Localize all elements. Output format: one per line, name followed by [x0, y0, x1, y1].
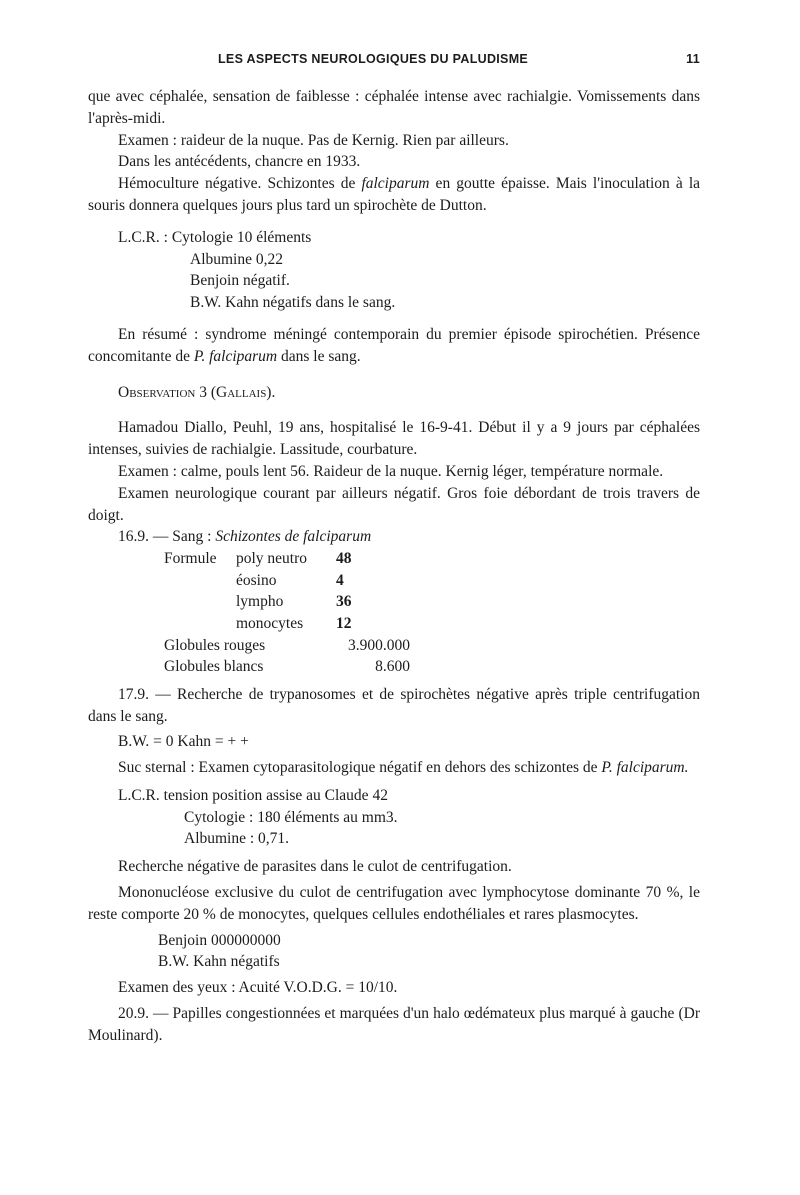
spacer [88, 314, 700, 324]
cell-value: 3.900.000 [348, 636, 410, 654]
paragraph [88, 173, 700, 217]
paragraph: Examen : raideur de la nuque. Pas de Kernig. Rien par ailleurs. [118, 131, 509, 149]
text-run: En résumé : syndrome méningé contemporain du premier épisode spirochétien. Présence concomitante de [88, 325, 700, 365]
globules-table [164, 635, 410, 678]
paragraph: Examen : calme, pouls lent 56. Raideur de la nuque. Kernig léger, température normale. [118, 462, 664, 480]
spacer [88, 403, 700, 417]
paragraph: 17.9. — Recherche de trypanosomes et de spirochètes négative après triple centrifugation dans le sang. [88, 685, 700, 725]
paragraph [88, 324, 700, 368]
cell-name: monocytes [236, 614, 304, 632]
page-number: 11 [686, 52, 700, 66]
lcr-line: Albumine 0,22 [190, 250, 283, 268]
species-name: Schizontes de falciparum [215, 528, 372, 546]
date-entry [88, 526, 700, 548]
cell-value: 4 [336, 571, 344, 589]
lcr-line: Cytologie 10 éléments [171, 228, 312, 246]
table-row [164, 548, 416, 570]
lcr-line: Cytologie : 180 éléments au mm3. [184, 808, 398, 826]
cell-name: Globules rouges [164, 636, 266, 654]
paragraph: B.W. Kahn négatifs [158, 953, 280, 971]
cell-name: éosino [236, 571, 277, 589]
running-title: LES ASPECTS NEUROLOGIQUES DU PALUDISME [218, 52, 529, 66]
paragraph: Mononucléose exclusive du culot de centrifugation avec lymphocytose dominante 70 %, le reste comporte 20 % de monocytes, quelques cellules endothéliales et rares plasmocytes. [88, 884, 700, 923]
cell-value: 48 [336, 550, 352, 568]
cell-value: 8.600 [375, 658, 410, 676]
lcr-label: L.C.R. : [118, 228, 168, 246]
formula-label: Formule [164, 550, 217, 568]
cell-value: 12 [336, 614, 352, 632]
paragraph: 20.9. — Papilles congestionnées et marquées d'un halo œdémateux plus marqué à gauche (Dr Moulinard). [88, 1005, 700, 1044]
observation-title: Observation 3 (Gallais). [118, 383, 276, 401]
paragraph: B.W. = 0 Kahn = + + [118, 733, 249, 751]
text-run: en goutte épaisse. Mais l'inoculation à la souris donnera quelques jours plus tard un spirochète de Dutton. [88, 175, 701, 214]
paragraph: Examen des yeux : Acuité V.O.D.G. = 10/10. [118, 979, 398, 997]
table-row [164, 656, 410, 678]
cell-name: lympho [236, 593, 284, 611]
spacer [88, 217, 700, 227]
table-row [164, 613, 416, 635]
cell-value: 36 [336, 593, 352, 611]
lcr-line: Benjoin négatif. [190, 272, 290, 290]
paragraph: Dans les antécédents, chancre en 1933. [118, 153, 361, 171]
paragraph: Benjoin 000000000 [158, 931, 281, 949]
paragraph [88, 757, 700, 779]
date-label: 16.9. — Sang : [118, 528, 216, 546]
table-row [164, 570, 416, 592]
spacer [88, 368, 700, 382]
species-name: falciparum [361, 175, 430, 193]
lcr-block [88, 227, 700, 249]
text-run: Suc sternal : Examen cytoparasitologique négatif en dehors des schizontes de [118, 759, 602, 777]
paragraph: Recherche négative de parasites dans le culot de centrifugation. [118, 858, 512, 876]
paragraph: que avec céphalée, sensation de faiblesse : céphalée intense avec rachialgie. Vomissements dans l'après-midi. [88, 88, 700, 127]
lcr-line: L.C.R. tension position assise au Claude 42 [118, 786, 388, 804]
page-body [88, 86, 700, 1047]
text-run: dans le sang. [277, 347, 361, 365]
cell-name: Globules blancs [164, 658, 264, 676]
page-header [88, 52, 700, 72]
paragraph: Examen neurologique courant par ailleurs négatif. Gros foie débordant de trois travers de doigt. [88, 484, 700, 524]
species-name: P. falciparum [193, 347, 278, 365]
table-row [164, 591, 416, 613]
cell-name: poly neutro [236, 550, 308, 568]
blood-formula-table [164, 548, 416, 634]
lcr-line: B.W. Kahn négatifs dans le sang. [190, 294, 396, 312]
species-name: P. falciparum. [601, 759, 689, 777]
text-run: Hémoculture négative. Schizontes de [118, 175, 362, 193]
table-row [164, 635, 410, 657]
paragraph: Hamadou Diallo, Peuhl, 19 ans, hospitalisé le 16-9-41. Début il y a 9 jours par céphalées intenses, suivies de rachialgie. Lassitude, courbature. [88, 419, 700, 459]
lcr-line: Albumine : 0,71. [184, 830, 290, 848]
